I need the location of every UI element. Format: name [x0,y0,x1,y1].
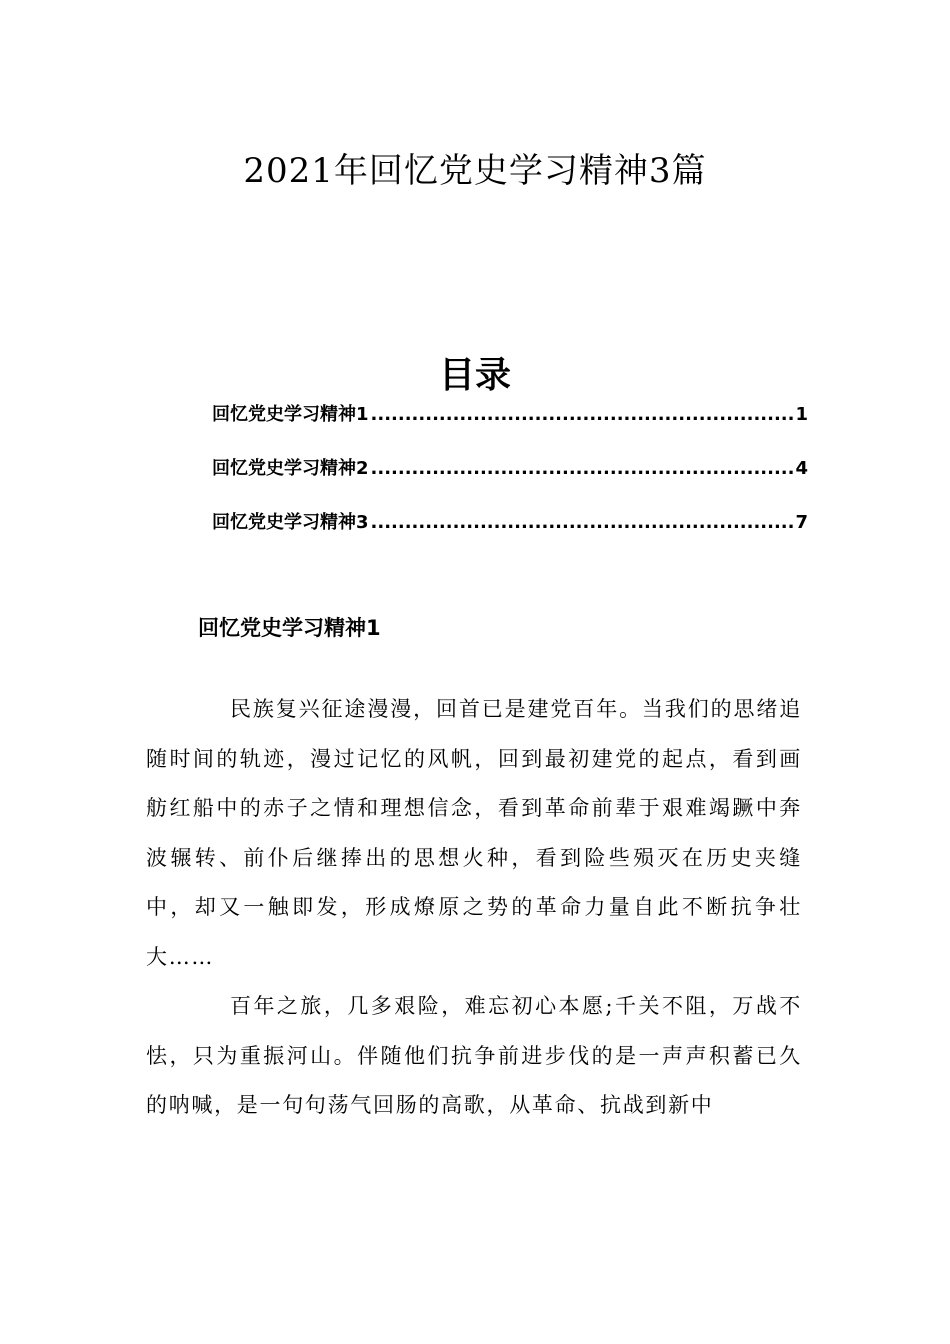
table-of-contents [212,400,808,562]
toc-entry-page: 4 [795,458,808,479]
toc-dot-leader [371,454,794,484]
toc-entry-label: 回忆党史学习精神3 [212,512,369,533]
document-title: 2021年回忆党史学习精神3篇 [243,150,707,191]
toc-dot-leader [371,508,794,538]
section-heading: 回忆党史学习精神1 [198,616,381,640]
toc-entry-3[interactable] [212,508,808,538]
toc-dot-leader [371,400,794,430]
body-paragraph: 民族复兴征途漫漫，回首已是建党百年。当我们的思绪追随时间的轨迹，漫过记忆的风帆，回到最初建党的起点，看到画舫红船中的赤子之情和理想信念，看到革命前辈于艰难竭蹶中奔波辗转、前仆后继捧出的思想火种，看到险些殒灭在历史夹缝中，却又一触即发，形成燎原之势的革命力量自此不断抗争壮大…… [146,697,802,969]
toc-entry-label: 回忆党史学习精神2 [212,458,369,479]
section-body [146,685,802,1131]
toc-entry-label: 回忆党史学习精神1 [212,404,369,425]
toc-heading: 目录 [438,354,511,396]
toc-entry-2[interactable] [212,454,808,484]
toc-entry-page: 1 [795,404,808,425]
body-paragraph: 百年之旅，几多艰险，难忘初心本愿;千关不阻，万战不怯，只为重振河山。伴随他们抗争前进步伐的是一声声积蓄已久的呐喊，是一句句荡气回肠的高歌，从革命、抗战到新中 [146,994,802,1117]
toc-entry-1[interactable] [212,400,808,430]
toc-entry-page: 7 [795,512,808,533]
